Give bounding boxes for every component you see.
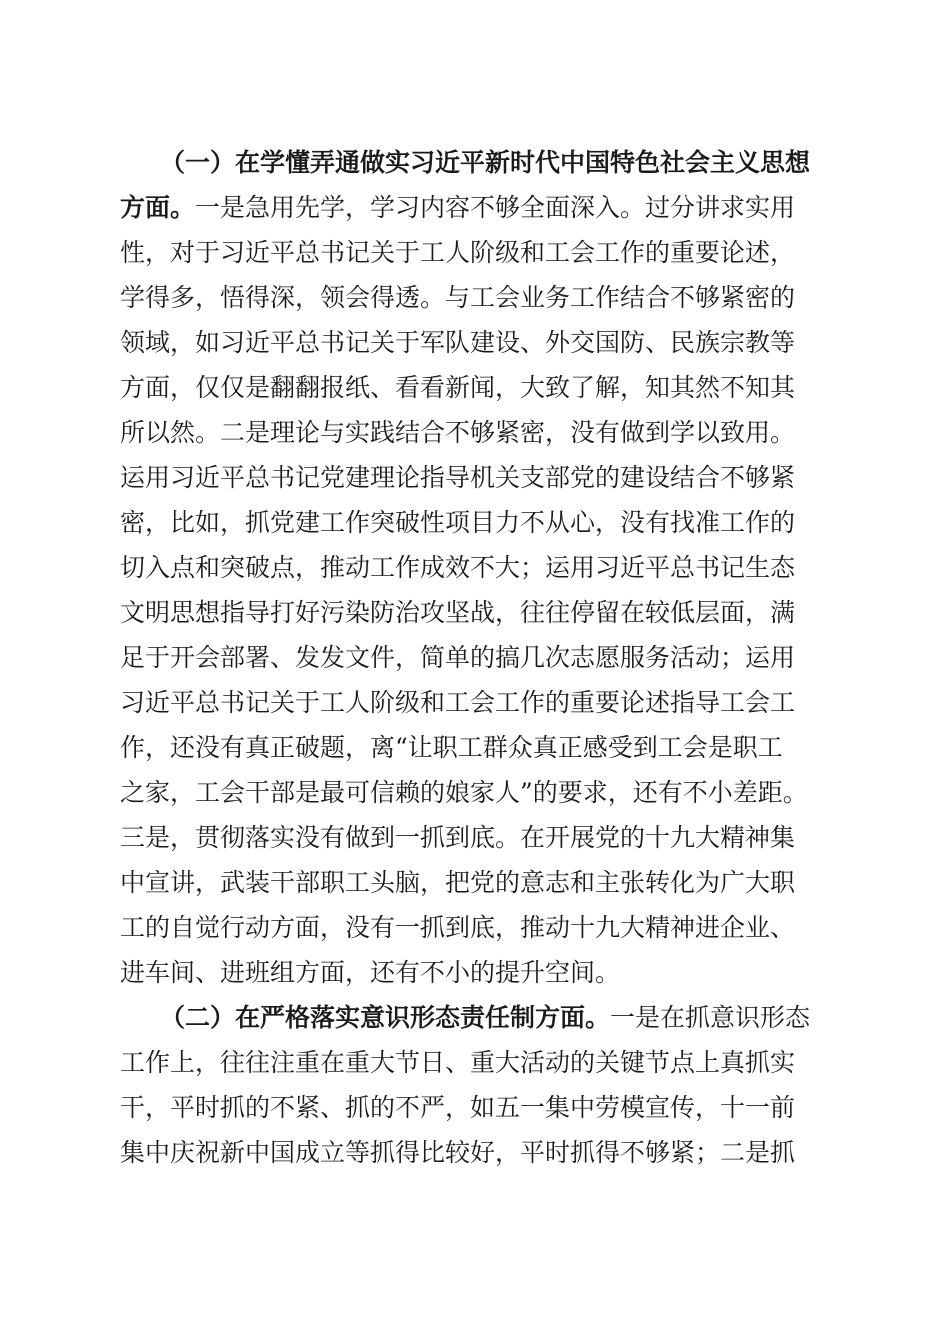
paragraph-2-line-3 — [120, 1091, 795, 1125]
line-text: 工作上，往往注重在重大节日、重大活动的关键节点上真抓实 — [120, 1048, 796, 1077]
paragraph-2-text: 一是在抓意识形态 — [610, 1003, 811, 1032]
line-text: 领域，如习近平总书记关于军队建设、外交国防、民族宗教等 — [120, 328, 796, 357]
paragraph-1-line-14 — [120, 731, 783, 765]
line-text: 干，平时抓的不紧、抓的不严，如五一集中劳模宣传，十一前 — [120, 1093, 796, 1122]
paragraph-2-heading: （二）在严格落实意识形态责任制方面。 — [160, 1003, 611, 1032]
paragraph-1-line-6 — [120, 371, 795, 405]
paragraph-1-line-1 — [160, 146, 810, 180]
paragraph-1-line-2 — [120, 191, 795, 225]
paragraph-2-line-2 — [120, 1046, 795, 1080]
line-text: 运用习近平总书记党建理论指导机关支部党的建设结合不够紧 — [120, 463, 796, 492]
line-text: 密，比如，抓党建工作突破性项目力不从心，没有找准工作的 — [120, 508, 796, 537]
paragraph-2-line-4 — [120, 1136, 795, 1170]
paragraph-1-line-12 — [120, 641, 795, 675]
paragraph-2-line-1 — [160, 1001, 810, 1035]
line-text: 足于开会部署、发发文件，简单的搞几次志愿服务活动；运用 — [120, 643, 796, 672]
line-text: 集中庆祝新中国成立等抓得比较好，平时抓得不够紧；二是抓 — [120, 1138, 796, 1167]
line-text: 工的自觉行动方面，没有一抓到底，推动十九大精神进企业、 — [120, 913, 796, 942]
line-text: 学得多，悟得深，领会得透。与工会业务工作结合不够紧密的 — [120, 283, 796, 312]
paragraph-1-line-10 — [120, 551, 795, 585]
paragraph-1-line-8 — [120, 461, 795, 495]
line-text: 作，还没有真正破题，离“让职工群众真正感受到工会是职工 — [120, 733, 783, 762]
paragraph-1-line-15 — [120, 776, 808, 810]
paragraph-1-line-5 — [120, 326, 795, 360]
paragraph-1-text: 一是急用先学，学习内容不够全面深入。过分讲求实用 — [195, 193, 796, 222]
line-text: 三是，贯彻落实没有做到一抓到底。在开展党的十九大精神集 — [120, 823, 796, 852]
line-text: 所以然。二是理论与实践结合不够紧密，没有做到学以致用。 — [120, 418, 796, 447]
paragraph-1-line-17 — [120, 866, 795, 900]
line-text: 之家，工会干部是最可信赖的娘家人”的要求，还有不小差距。 — [120, 778, 808, 807]
paragraph-1-line-7 — [120, 416, 795, 450]
paragraph-1-line-9 — [120, 506, 795, 540]
paragraph-1-line-16 — [120, 821, 795, 855]
paragraph-1-line-3 — [120, 236, 795, 270]
line-text: 习近平总书记关于工人阶级和工会工作的重要论述指导工会工 — [120, 688, 796, 717]
line-text: 中宣讲，武装干部职工头脑，把党的意志和主张转化为广大职 — [120, 868, 796, 897]
paragraph-1-line-19 — [120, 956, 620, 990]
line-text: 切入点和突破点，推动工作成效不大；运用习近平总书记生态 — [120, 553, 796, 582]
paragraph-1-line-18 — [120, 911, 795, 945]
paragraph-1-heading-end: 方面。 — [120, 193, 196, 222]
paragraph-1-heading: （一）在学懂弄通做实习近平新时代中国特色社会主义思想 — [160, 148, 811, 177]
paragraph-1-line-13 — [120, 686, 795, 720]
line-text: 进车间、进班组方面，还有不小的提升空间。 — [120, 958, 621, 987]
line-text: 文明思想指导打好污染防治攻坚战，往往停留在较低层面，满 — [120, 598, 796, 627]
paragraph-1-line-4 — [120, 281, 795, 315]
paragraph-1-line-11 — [120, 596, 795, 630]
line-text: 性，对于习近平总书记关于工人阶级和工会工作的重要论述， — [120, 238, 796, 267]
line-text: 方面，仅仅是翻翻报纸、看看新闻，大致了解，知其然不知其 — [120, 373, 796, 402]
